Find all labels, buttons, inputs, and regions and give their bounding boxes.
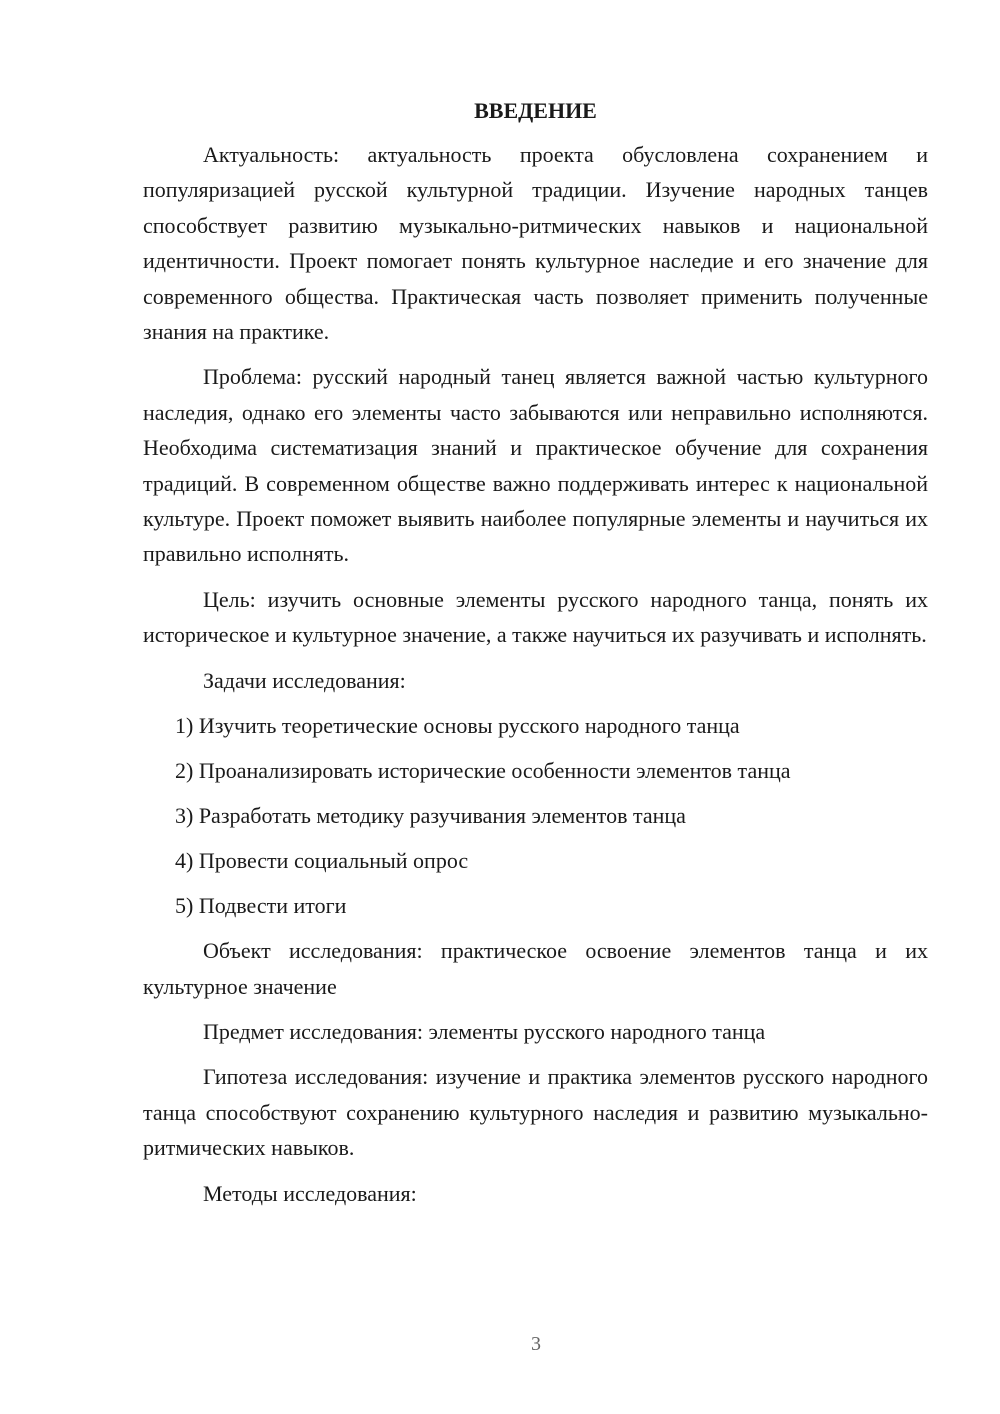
paragraph-methods: Методы исследования: [203,1180,417,1206]
section-title: ВВЕДЕНИЕ [474,98,597,123]
list-item: 4) Провести социальный опрос [175,848,469,874]
tasks-list [143,708,928,923]
paragraph-subject: Предмет исследования: элементы русского народного танца [203,1018,766,1044]
page-content [143,93,928,1221]
paragraph-object: Объект исследования: практическое освоение элементов танца и их культурное значение [143,938,928,999]
list-item: 3) Разработать методику разучивания элементов танца [175,803,686,829]
page-number: 3 [531,1333,541,1355]
list-item: 2) Проанализировать исторические особенности элементов танца [175,758,791,784]
paragraph-problem: Проблема: русский народный танец является важной частью культурного наследия, однако его элементы часто забываются или неправильно исполняются. Необходима систематизация знаний и практическое обучение для сохранения традиций. В современном обществе важно поддерживать интерес к национальной культуре. Проект поможет выявить наиболее популярные элементы и научиться их правильно исполнять. [143,364,928,567]
list-item: 1) Изучить теоретические основы русского народного танца [175,713,740,739]
paragraph-relevance: Актуальность: актуальность проекта обусловлена сохранением и популяризацией русской культурной традиции. Изучение народных танцев способствует развитию музыкально-ритмических навыков и национальной идентичности. Проект помогает понять культурное наследие и его значение для современного общества. Практическая часть позволяет применить полученные знания на практике. [143,142,928,345]
paragraph-hypothesis: Гипотеза исследования: изучение и практика элементов русского народного танца способствуют сохранению культурного наследия и развитию музыкально-ритмических навыков. [143,1064,928,1161]
paragraph-goal: Цель: изучить основные элементы русского народного танца, понять их историческое и культурное значение, а также научиться их разучивать и исполнять. [143,586,928,648]
list-item: 5) Подвести итоги [175,893,347,919]
paragraph-tasks-heading: Задачи исследования: [203,667,406,693]
